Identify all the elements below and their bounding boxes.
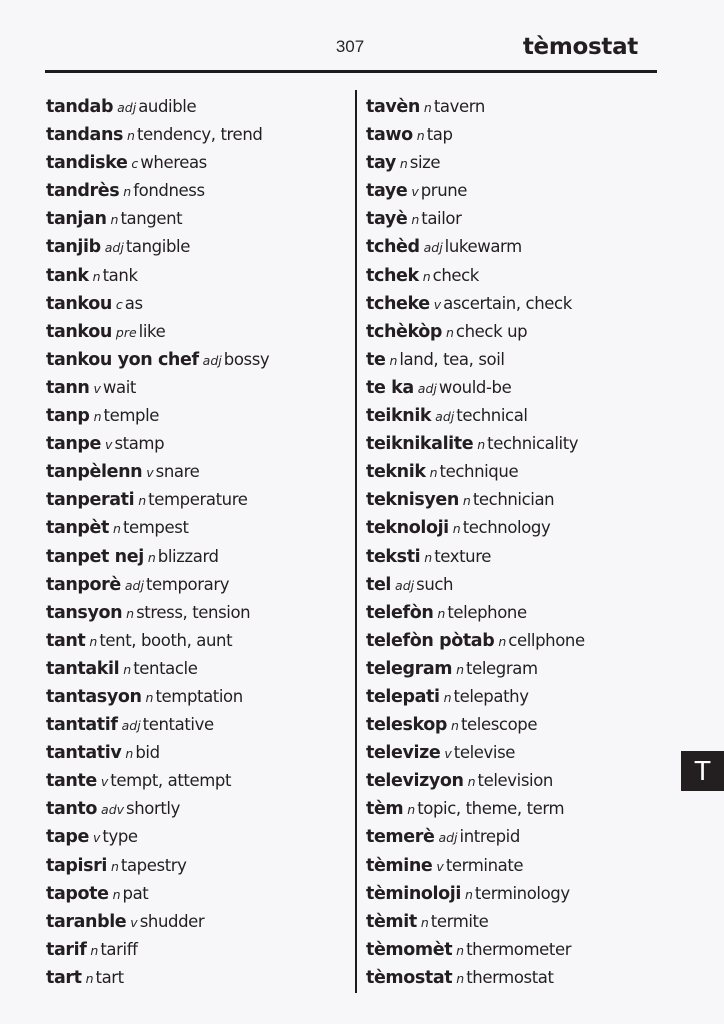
headword: teleskop xyxy=(366,715,448,736)
headword: tandrès xyxy=(46,181,120,202)
part-of-speech: adj xyxy=(417,380,437,396)
headword: tanporè xyxy=(46,574,121,595)
part-of-speech: n xyxy=(138,493,147,509)
definition: land, tea, soil xyxy=(399,349,505,369)
dictionary-entry xyxy=(366,232,585,260)
definition: topic, theme, term xyxy=(417,799,565,819)
definition: would-be xyxy=(438,377,512,397)
definition: snare xyxy=(155,462,200,482)
part-of-speech: adj xyxy=(435,409,455,425)
dictionary-entry xyxy=(46,766,269,794)
headword: teknoloji xyxy=(366,518,449,539)
definition: ascertain, check xyxy=(443,293,572,313)
dictionary-entry xyxy=(366,176,585,204)
headword: telegram xyxy=(366,658,453,679)
dictionary-entry xyxy=(366,766,585,794)
definition: audible xyxy=(138,97,197,116)
part-of-speech: v xyxy=(436,858,444,874)
dictionary-entry xyxy=(366,429,585,457)
part-of-speech: c xyxy=(115,296,123,312)
part-of-speech: adj xyxy=(202,352,222,368)
headword: tankou xyxy=(46,293,112,314)
headword: temerè xyxy=(366,827,435,848)
definition: thermometer xyxy=(466,939,572,959)
dictionary-entry xyxy=(46,289,269,317)
dictionary-entry xyxy=(366,935,585,963)
part-of-speech: c xyxy=(131,156,139,172)
headword: telefòn pòtab xyxy=(366,630,495,651)
part-of-speech: n xyxy=(443,689,452,705)
dictionary-entry xyxy=(366,261,585,289)
headword: tanperati xyxy=(46,490,135,511)
definition: television xyxy=(477,771,553,791)
headword: tapisri xyxy=(46,855,107,876)
part-of-speech: n xyxy=(477,437,486,453)
dictionary-entry xyxy=(46,626,269,654)
part-of-speech: n xyxy=(123,184,132,200)
dictionary-entry xyxy=(366,738,585,766)
dictionary-entry xyxy=(366,457,585,485)
page-number: 307 xyxy=(335,37,365,56)
part-of-speech: adv xyxy=(101,802,125,818)
headword: teknik xyxy=(366,462,426,483)
definition: check xyxy=(432,265,479,285)
definition: intrepid xyxy=(459,827,520,847)
part-of-speech: v xyxy=(146,465,154,481)
definition: tapestry xyxy=(120,855,187,875)
dictionary-entry xyxy=(46,232,269,260)
definition: technicality xyxy=(487,434,579,454)
definition: telegram xyxy=(466,658,538,678)
dictionary-entry xyxy=(46,92,269,120)
headword: tèmine xyxy=(366,855,433,876)
definition: termite xyxy=(430,911,489,931)
definition: pat xyxy=(122,883,149,903)
definition: technique xyxy=(439,462,519,482)
definition: tent, booth, aunt xyxy=(99,630,233,650)
dictionary-entry xyxy=(46,457,269,485)
headword: televize xyxy=(366,743,441,764)
part-of-speech: v xyxy=(130,914,138,930)
dictionary-entry xyxy=(366,373,585,401)
definition: stamp xyxy=(114,434,165,454)
part-of-speech: n xyxy=(420,914,429,930)
dictionary-entry xyxy=(366,542,585,570)
dictionary-entry xyxy=(366,345,585,373)
part-of-speech: n xyxy=(462,493,471,509)
headword: tawo xyxy=(366,125,413,146)
definition: wait xyxy=(102,377,136,397)
dictionary-entry xyxy=(366,289,585,317)
right-column xyxy=(366,92,585,991)
dictionary-entry xyxy=(46,345,269,373)
headword: tèmit xyxy=(366,911,417,932)
part-of-speech: n xyxy=(399,156,408,172)
definition: blizzard xyxy=(157,546,219,566)
dictionary-entry xyxy=(46,907,269,935)
headword: tantativ xyxy=(46,743,122,764)
headword: tel xyxy=(366,574,392,595)
headword: tanpe xyxy=(46,434,102,455)
definition: telepathy xyxy=(453,686,529,706)
dictionary-entry xyxy=(46,176,269,204)
definition: bossy xyxy=(223,349,270,369)
headword: tèmostat xyxy=(366,967,453,988)
definition: temple xyxy=(103,406,160,426)
headword: tandans xyxy=(46,125,124,146)
part-of-speech: adj xyxy=(117,100,137,115)
headword: tanpèlenn xyxy=(46,462,143,483)
definition: tariff xyxy=(100,939,138,959)
definition: type xyxy=(102,827,138,847)
part-of-speech: n xyxy=(456,942,465,958)
definition: tank xyxy=(102,265,138,285)
part-of-speech: n xyxy=(112,886,121,902)
headword: taranble xyxy=(46,911,127,932)
headword: tay xyxy=(366,153,396,174)
definition: terminology xyxy=(474,883,570,903)
dictionary-entry xyxy=(366,485,585,513)
headword: telepati xyxy=(366,686,440,707)
definition: temptation xyxy=(155,686,243,706)
dictionary-entry xyxy=(46,261,269,289)
headword: televizyon xyxy=(366,771,464,792)
definition: tendency, trend xyxy=(136,125,263,145)
dictionary-entry xyxy=(366,682,585,710)
part-of-speech: adj xyxy=(124,577,144,593)
headword: tandiske xyxy=(46,153,128,174)
headword: tarif xyxy=(46,939,87,960)
part-of-speech: n xyxy=(110,212,119,228)
dictionary-entry xyxy=(366,120,585,148)
headword: tape xyxy=(46,827,89,848)
definition: stress, tension xyxy=(136,602,251,622)
running-head: tèmostat xyxy=(522,34,638,60)
part-of-speech: n xyxy=(113,521,121,537)
part-of-speech: n xyxy=(437,605,446,621)
headword: tanto xyxy=(46,799,98,820)
dictionary-entry xyxy=(46,570,269,598)
part-of-speech: pre xyxy=(115,324,137,340)
definition: technician xyxy=(472,490,555,510)
headword: tèm xyxy=(366,799,404,820)
part-of-speech: n xyxy=(89,633,98,649)
definition: shudder xyxy=(139,911,205,931)
dictionary-entry xyxy=(46,935,269,963)
definition: bid xyxy=(135,743,160,763)
headword: tapote xyxy=(46,883,109,904)
part-of-speech: n xyxy=(93,409,102,425)
definition: terminate xyxy=(445,855,524,875)
dictionary-entry xyxy=(46,963,269,991)
part-of-speech: adj xyxy=(438,830,458,846)
headword: tank xyxy=(46,265,89,286)
part-of-speech: v xyxy=(411,184,419,200)
definition: tangent xyxy=(120,209,183,229)
headword: telefòn xyxy=(366,602,434,623)
part-of-speech: n xyxy=(125,746,134,762)
part-of-speech: adj xyxy=(104,240,124,256)
headword: tansyon xyxy=(46,602,123,623)
dictionary-entry xyxy=(366,710,585,738)
headword: tayè xyxy=(366,209,408,230)
dictionary-entry xyxy=(46,513,269,541)
headword: tant xyxy=(46,630,86,651)
definition: cellphone xyxy=(508,630,585,650)
dictionary-entry xyxy=(46,598,269,626)
definition: thermostat xyxy=(466,967,554,987)
part-of-speech: n xyxy=(451,718,459,734)
dictionary-entry xyxy=(46,822,269,850)
definition: technical xyxy=(456,406,528,426)
part-of-speech: n xyxy=(85,970,94,986)
dictionary-entry xyxy=(366,654,585,682)
definition: tentative xyxy=(142,715,214,735)
column-divider xyxy=(355,90,357,993)
headword: tante xyxy=(46,771,97,792)
headword: tankou yon chef xyxy=(46,349,199,370)
dictionary-entry xyxy=(46,654,269,682)
headword: taye xyxy=(366,181,408,202)
part-of-speech: v xyxy=(433,296,442,312)
part-of-speech: n xyxy=(423,100,432,115)
dictionary-entry xyxy=(46,738,269,766)
definition: tavern xyxy=(433,97,485,116)
headword: tanjan xyxy=(46,209,107,230)
dictionary-entry xyxy=(46,710,269,738)
headword: teiknikalite xyxy=(366,434,474,455)
dictionary-entry xyxy=(366,626,585,654)
dictionary-entry xyxy=(366,570,585,598)
headword: tanjib xyxy=(46,237,101,258)
part-of-speech: n xyxy=(147,549,156,565)
headword: teksti xyxy=(366,546,421,567)
definition: such xyxy=(416,574,454,594)
headword: tèmomèt xyxy=(366,939,453,960)
part-of-speech: n xyxy=(422,268,431,284)
part-of-speech: n xyxy=(126,605,135,621)
dictionary-entry xyxy=(46,542,269,570)
dictionary-entry xyxy=(366,92,585,120)
part-of-speech: adj xyxy=(395,577,415,593)
part-of-speech: n xyxy=(445,324,454,340)
headword: tantasyon xyxy=(46,686,142,707)
dictionary-entry xyxy=(366,851,585,879)
part-of-speech: v xyxy=(444,746,452,762)
part-of-speech: n xyxy=(456,661,465,677)
part-of-speech: n xyxy=(424,549,433,565)
definition: fondness xyxy=(133,181,205,201)
part-of-speech: v xyxy=(93,380,101,396)
definition: check up xyxy=(455,321,528,341)
definition: whereas xyxy=(140,153,207,173)
definition: size xyxy=(409,153,441,173)
dictionary-entry xyxy=(366,204,585,232)
dictionary-entry xyxy=(46,148,269,176)
dictionary-entry xyxy=(46,851,269,879)
headword: tchèkòp xyxy=(366,321,442,342)
part-of-speech: n xyxy=(90,942,99,958)
dictionary-entry xyxy=(46,373,269,401)
definition: tempt, attempt xyxy=(110,771,232,791)
part-of-speech: n xyxy=(110,858,119,874)
headword: tantatif xyxy=(46,715,118,736)
definition: tangible xyxy=(125,237,190,257)
headword: tavèn xyxy=(366,97,420,117)
definition: as xyxy=(124,293,143,313)
part-of-speech: n xyxy=(389,352,398,368)
dictionary-entry xyxy=(366,822,585,850)
definition: tailor xyxy=(421,209,462,229)
headword: te xyxy=(366,349,386,370)
headword: tèminoloji xyxy=(366,883,461,904)
definition: like xyxy=(138,321,166,341)
headword: tchek xyxy=(366,265,419,286)
definition: prune xyxy=(420,181,468,201)
dictionary-entry xyxy=(366,513,585,541)
part-of-speech: n xyxy=(498,633,507,649)
definition: texture xyxy=(434,546,491,566)
headword: teiknik xyxy=(366,406,432,427)
dictionary-entry xyxy=(46,204,269,232)
dictionary-entry xyxy=(46,429,269,457)
dictionary-entry xyxy=(46,120,269,148)
left-column xyxy=(46,92,269,991)
part-of-speech: adj xyxy=(121,718,141,734)
dictionary-entry xyxy=(366,879,585,907)
definition: tap xyxy=(426,125,453,145)
dictionary-entry xyxy=(366,148,585,176)
dictionary-entry xyxy=(46,485,269,513)
part-of-speech: n xyxy=(467,774,476,790)
dictionary-entry xyxy=(46,401,269,429)
headword: tann xyxy=(46,377,90,398)
headword: tcheke xyxy=(366,293,430,314)
part-of-speech: n xyxy=(456,970,465,986)
definition: telescope xyxy=(460,715,538,735)
part-of-speech: n xyxy=(452,521,461,537)
dictionary-entry xyxy=(366,907,585,935)
headword: tanp xyxy=(46,406,90,427)
headword: tandab xyxy=(46,97,114,117)
headword: tanpet nej xyxy=(46,546,144,567)
dictionary-entry xyxy=(46,317,269,345)
part-of-speech: n xyxy=(411,212,420,228)
headword: tart xyxy=(46,967,82,988)
part-of-speech: n xyxy=(145,689,154,705)
part-of-speech: adj xyxy=(423,240,443,256)
definition: tart xyxy=(95,967,124,987)
definition: tempest xyxy=(122,518,189,538)
headword: teknisyen xyxy=(366,490,459,511)
part-of-speech: n xyxy=(123,661,132,677)
thumb-index-tab: T xyxy=(681,751,724,791)
dictionary-entry xyxy=(366,963,585,991)
dictionary-entry xyxy=(366,401,585,429)
part-of-speech: n xyxy=(416,128,425,144)
part-of-speech: v xyxy=(105,437,113,453)
part-of-speech: v xyxy=(92,830,101,846)
definition: temporary xyxy=(145,574,230,594)
part-of-speech: n xyxy=(464,886,473,902)
dictionary-entry xyxy=(366,794,585,822)
dictionary-entry xyxy=(366,317,585,345)
dictionary-entry xyxy=(366,598,585,626)
dictionary-entry xyxy=(46,794,269,822)
headword: tantakil xyxy=(46,658,120,679)
dictionary-entry xyxy=(46,682,269,710)
part-of-speech: n xyxy=(92,268,101,284)
headword: tankou xyxy=(46,321,112,342)
definition: televise xyxy=(453,743,516,763)
definition: shortly xyxy=(126,799,180,819)
headword: tchèd xyxy=(366,237,420,258)
definition: lukewarm xyxy=(444,237,522,257)
definition: technology xyxy=(462,518,551,538)
headword: tanpèt xyxy=(46,518,109,539)
part-of-speech: v xyxy=(100,774,109,790)
definition: tentacle xyxy=(133,658,198,678)
part-of-speech: n xyxy=(429,465,438,481)
headword: te ka xyxy=(366,377,414,398)
dictionary-entry xyxy=(46,879,269,907)
part-of-speech: n xyxy=(407,802,416,818)
header-rule xyxy=(45,70,657,73)
part-of-speech: n xyxy=(127,128,135,144)
definition: temperature xyxy=(148,490,248,510)
definition: telephone xyxy=(447,602,527,622)
